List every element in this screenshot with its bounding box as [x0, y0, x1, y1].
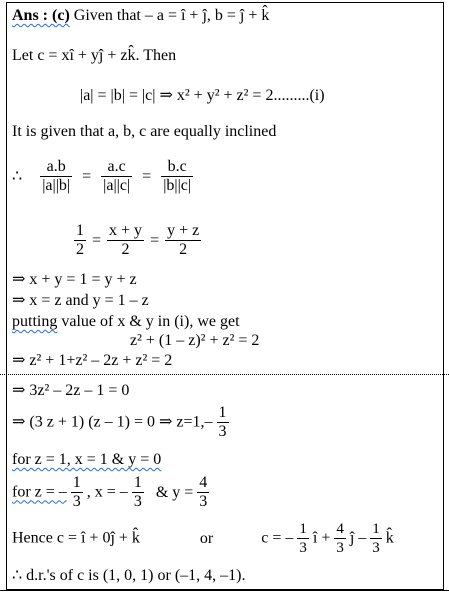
section-divider — [0, 374, 449, 375]
expanded-equation: ⇒ z² + 1+z² – 2z + z² = 2 — [12, 352, 173, 369]
putting-word: putting — [12, 313, 58, 330]
putting-value-line: putting value of x & y in (i), we get — [12, 313, 240, 330]
fraction-c1: $\frac{1}{3}$ — [299, 521, 307, 556]
fraction-y-plus-z: $\frac{y + z}{2}$ — [167, 222, 200, 258]
next-question-strip — [0, 590, 449, 596]
case-z-neg-third: for z = – $\frac{1}{3}$ , x = – $\frac{1}{3}$ & y = $\frac{4}{3}$ — [12, 474, 208, 510]
x-plus-y-line: ⇒ x + y = 1 = y + z — [12, 271, 137, 288]
magnitude-equation — [80, 86, 325, 106]
substituted-equation: z² + (1 – z)² + z² = 2 — [130, 332, 260, 349]
fraction-c3: $\frac{1}{3}$ — [372, 521, 380, 556]
fraction-bc: $\frac{b.c}{|b||c|}$ — [163, 158, 192, 194]
fraction-ab: $\frac{a.b}{|a||b|}$ — [42, 158, 71, 194]
fraction-x: $\frac{1}{3}$ — [133, 474, 142, 510]
fraction-one-half: $\frac{1}{2}$ — [76, 222, 84, 258]
half-ratio-line: $\frac{1}{2}$ = $\frac{x + y}{2}$ = $\frac{y + z}{2}$ — [76, 222, 200, 258]
fraction-z: $\frac{1}{3}$ — [72, 474, 81, 510]
hence-line: Hence c = î + 0ĵ + k̂ or c = – $\frac{1}{3}$ î + $\frac{4}{3}$ ĵ – $\frac{1}{3}$ k̂ — [12, 521, 394, 556]
fraction-one-third: $\frac{1}{3}$ — [218, 404, 227, 440]
direction-ratios-conclusion: ∴ d.r.'s of c is (1, 0, 1) or (–1, 4, –1). — [12, 567, 246, 584]
answer-heading-line — [12, 6, 269, 26]
fraction-y: $\frac{4}{3}$ — [199, 474, 208, 510]
equation-i: ⇒ x² + y² + z² = 2.........(i) — [159, 87, 325, 104]
therefore-symbol: ∴ — [12, 167, 23, 185]
fraction-c2: $\frac{4}{3}$ — [336, 521, 344, 556]
quadratic-line: ⇒ 3z² – 2z – 1 = 0 — [12, 382, 130, 399]
dot-product-ratio-line: ∴ $\frac{a.b}{|a||b|}$ = $\frac{a.c}{|a||c|}$ = $\frac{b.c}{|b||c|}$ — [12, 158, 192, 194]
let-c-line: Let c = xî + yĵ + zk̂. Then — [12, 47, 177, 64]
fraction-ac: $\frac{a.c}{|a||c|}$ — [103, 158, 131, 194]
equal-magnitudes: |a| = |b| = |c| — [80, 87, 156, 104]
case-z-one: for z = 1, x = 1 & y = 0 — [12, 451, 162, 468]
answer-label: Ans : (c) — [12, 7, 70, 24]
equally-inclined-statement: It is given that a, b, c are equally inclined — [12, 123, 277, 140]
factored-line: ⇒ (3 z + 1) (z – 1) = 0 ⇒ z=1,– $\frac{1}{3}$ — [12, 404, 227, 440]
x-equals-z-line: ⇒ x = z and y = 1 – z — [12, 292, 149, 309]
fraction-x-plus-y: $\frac{x + y}{2}$ — [109, 222, 143, 258]
given-vectors: Given that – a = î + ĵ, b = ĵ + k̂ — [73, 7, 270, 24]
